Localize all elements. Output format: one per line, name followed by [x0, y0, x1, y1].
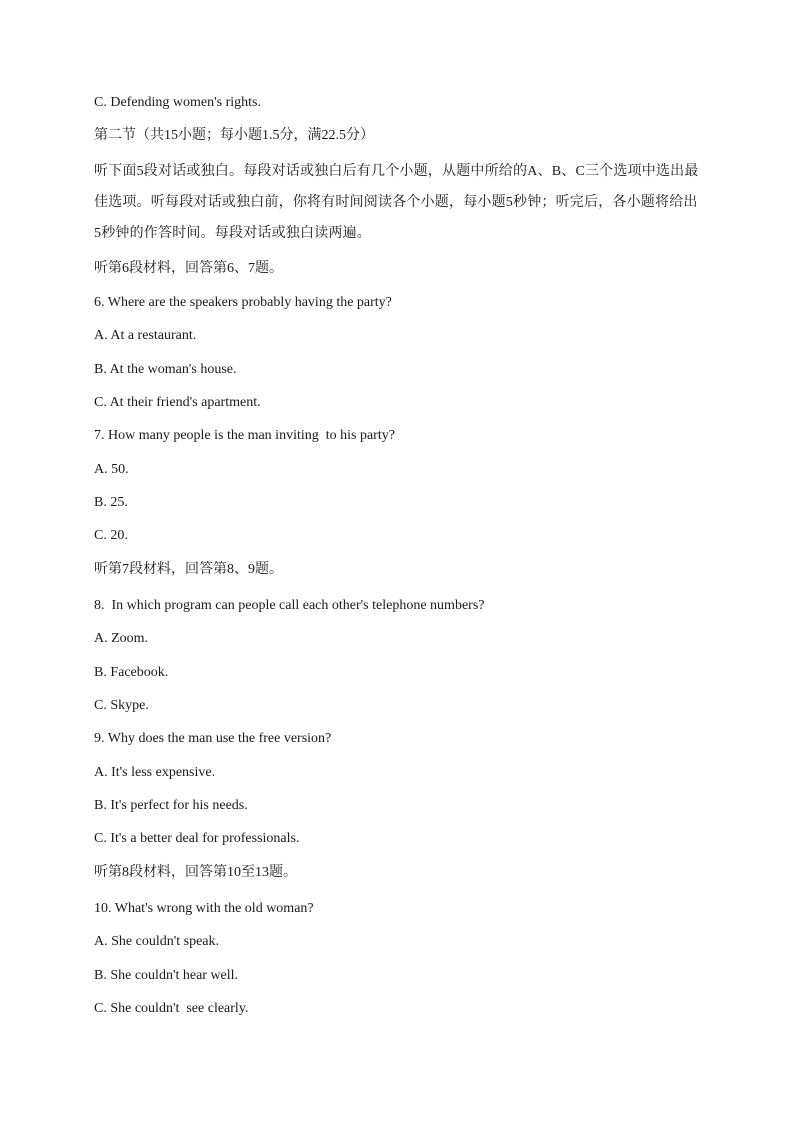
answer-option: B. At the woman's house. [94, 362, 237, 377]
answer-option: B. She couldn't hear well. [94, 968, 239, 983]
material-header: 听第7段材料，回答第8、9题。 [94, 562, 283, 577]
question-stem: 10. What's wrong with the old woman? [94, 901, 314, 916]
answer-option: C. 20. [94, 528, 128, 543]
question-stem: 8. In which program can people call each other's telephone numbers? [94, 598, 485, 613]
question-stem: 9. Why does the man use the free version? [94, 731, 332, 746]
answer-option: C. Skype. [94, 698, 149, 713]
section-instructions: 听下面5段对话或独白。每段对话或独白后有几个小题，从题中所给的A、B、C三个选项中选出最佳选项。听每段对话或独白前，你将有时间阅读各个小题，每小题5秒钟；听完后，各小题将给出5秒钟的作答时间。每段对话或独白读两遍。 [94, 164, 699, 241]
answer-option: C. It's a better deal for professionals. [94, 831, 300, 846]
answer-option: B. It's perfect for his needs. [94, 798, 248, 813]
answer-option: B. 25. [94, 495, 128, 510]
answer-option: C. At their friend's apartment. [94, 395, 261, 410]
answer-option: A. Zoom. [94, 631, 149, 646]
previous-question-option: C. Defending women's rights. [94, 95, 262, 110]
answer-option: A. It's less expensive. [94, 765, 216, 780]
question-stem: 7. How many people is the man inviting to his party? [94, 428, 395, 443]
answer-option: A. 50. [94, 462, 129, 477]
answer-option: B. Facebook. [94, 665, 169, 680]
answer-option: C. She couldn't see clearly. [94, 1001, 249, 1016]
answer-option: A. She couldn't speak. [94, 934, 220, 949]
material-header: 听第6段材料，回答第6、7题。 [94, 261, 283, 276]
question-stem: 6. Where are the speakers probably having the party? [94, 295, 392, 310]
section-heading: 第二节（共15小题；每小题1.5分，满22.5分） [94, 128, 374, 143]
answer-option: A. At a restaurant. [94, 328, 197, 343]
material-header: 听第8段材料，回答第10至13题。 [94, 865, 297, 880]
